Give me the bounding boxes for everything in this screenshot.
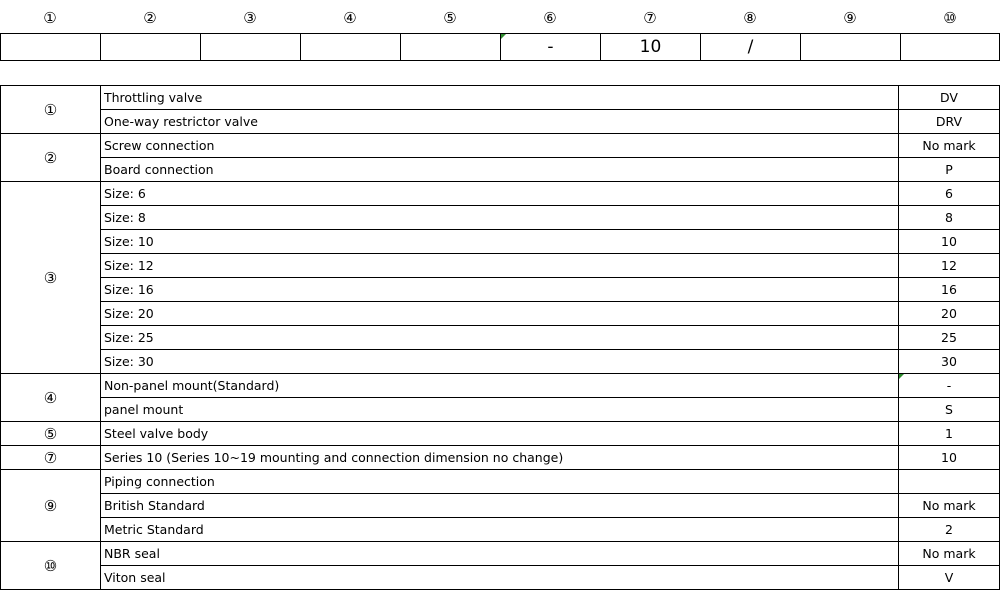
option-code: 10 (899, 230, 1000, 254)
table-row (1, 398, 1000, 422)
option-description: Board connection (101, 158, 899, 182)
table-row (1, 86, 1000, 110)
comment-marker (899, 374, 904, 379)
table-row (1, 374, 1000, 398)
option-description: Piping connection (101, 470, 899, 494)
option-description: Non-panel mount(Standard) (101, 374, 899, 398)
option-description: Steel valve body (101, 422, 899, 446)
option-code: 1 (899, 422, 1000, 446)
option-code: 8 (899, 206, 1000, 230)
code-box: / (700, 34, 800, 60)
code-box (500, 34, 600, 60)
code-box (400, 34, 500, 60)
group-marker: ① (1, 86, 101, 134)
code-box (100, 34, 200, 60)
position-marker: ② (143, 9, 157, 27)
option-code (899, 470, 1000, 494)
option-code: DRV (899, 110, 1000, 134)
option-description: Size: 8 (101, 206, 899, 230)
option-description: Size: 10 (101, 230, 899, 254)
option-description: Size: 25 (101, 326, 899, 350)
option-description: Size: 20 (101, 302, 899, 326)
table-row (1, 134, 1000, 158)
option-code: 2 (899, 518, 1000, 542)
option-description: NBR seal (101, 542, 899, 566)
position-marker: ⑨ (843, 9, 857, 27)
option-code: P (899, 158, 1000, 182)
option-description: Size: 6 (101, 182, 899, 206)
code-box (300, 34, 400, 60)
group-marker: ⑦ (1, 446, 101, 470)
option-description: Throttling valve (101, 86, 899, 110)
table-row (1, 470, 1000, 494)
option-code: DV (899, 86, 1000, 110)
group-marker: ⑩ (1, 542, 101, 590)
position-marker: ⑥ (543, 9, 557, 27)
option-code: No mark (899, 494, 1000, 518)
option-code: 6 (899, 182, 1000, 206)
order-code-grid (0, 6, 1000, 61)
option-description: Size: 30 (101, 350, 899, 374)
spec-table-body (1, 86, 1000, 590)
option-description: Metric Standard (101, 518, 899, 542)
table-row (1, 494, 1000, 518)
position-marker: ① (43, 9, 57, 27)
option-description: British Standard (101, 494, 899, 518)
group-marker: ② (1, 134, 101, 182)
option-description: panel mount (101, 398, 899, 422)
code-box (800, 34, 900, 60)
group-marker: ③ (1, 182, 101, 374)
option-code: 25 (899, 326, 1000, 350)
position-marker: ⑩ (943, 9, 957, 27)
table-row (1, 566, 1000, 590)
option-code: 30 (899, 350, 1000, 374)
option-code: No mark (899, 134, 1000, 158)
table-row (1, 518, 1000, 542)
table-row (1, 110, 1000, 134)
option-code: 12 (899, 254, 1000, 278)
code-header-row (0, 6, 1000, 30)
code-box-row (0, 33, 1000, 61)
option-description: Viton seal (101, 566, 899, 590)
spec-table (0, 85, 1000, 590)
group-marker: ④ (1, 374, 101, 422)
table-row (1, 206, 1000, 230)
option-code: No mark (899, 542, 1000, 566)
option-description: Size: 16 (101, 278, 899, 302)
option-code: 10 (899, 446, 1000, 470)
table-row (1, 446, 1000, 470)
table-row (1, 422, 1000, 446)
table-row (1, 254, 1000, 278)
option-description: One-way restrictor valve (101, 110, 899, 134)
option-description: Series 10 (Series 10~19 mounting and connection dimension no change) (101, 446, 899, 470)
table-row (1, 326, 1000, 350)
option-code: S (899, 398, 1000, 422)
option-code: V (899, 566, 1000, 590)
table-row (1, 350, 1000, 374)
position-marker: ④ (343, 9, 357, 27)
option-code: 16 (899, 278, 1000, 302)
table-row (1, 542, 1000, 566)
table-row (1, 278, 1000, 302)
option-code: 20 (899, 302, 1000, 326)
table-row (1, 182, 1000, 206)
group-marker: ⑤ (1, 422, 101, 446)
option-description: Size: 12 (101, 254, 899, 278)
table-row (1, 302, 1000, 326)
position-marker: ⑧ (743, 9, 757, 27)
code-box (900, 34, 1000, 60)
position-marker: ⑤ (443, 9, 457, 27)
table-row (1, 158, 1000, 182)
option-code-text: - (946, 378, 952, 393)
table-row (1, 230, 1000, 254)
option-description: Screw connection (101, 134, 899, 158)
position-marker: ③ (243, 9, 257, 27)
option-code (899, 374, 1000, 398)
group-marker: ⑨ (1, 470, 101, 542)
code-box (0, 34, 100, 60)
code-box: 10 (600, 34, 700, 60)
position-marker: ⑦ (643, 9, 657, 27)
comment-marker (501, 34, 506, 39)
code-box-text: - (547, 37, 554, 57)
code-box (200, 34, 300, 60)
